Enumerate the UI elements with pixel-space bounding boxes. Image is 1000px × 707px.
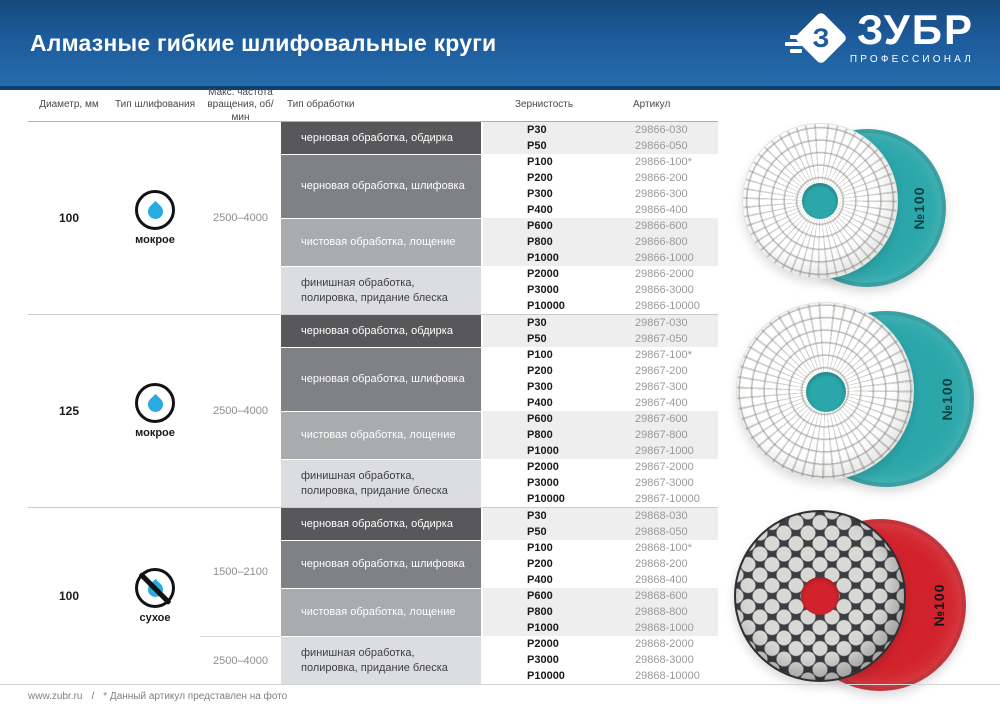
processing-type-label: финишная обработка, полировка, придание блеска <box>301 277 448 304</box>
article-number: 29866-600 <box>635 220 688 232</box>
grit-article-rows <box>483 636 718 684</box>
diameter-cell <box>28 315 110 507</box>
grit-article-row <box>483 218 718 234</box>
processing-type-cell <box>281 315 481 347</box>
grit-article-row <box>483 556 718 572</box>
processing-type-label: финишная обработка, полировка, придание блеска <box>301 470 448 497</box>
diameter-value: 125 <box>58 404 80 418</box>
product-group <box>28 507 718 684</box>
article-number: 29866-300 <box>635 188 688 200</box>
grit-value: P3000 <box>527 477 559 489</box>
processing-type-cell <box>281 266 481 314</box>
article-number: 29868-3000 <box>635 654 694 666</box>
column-header-article: Артикул <box>633 99 671 111</box>
processing-type-label: чистовая обработка, лощение <box>301 429 456 442</box>
grit-article-row <box>483 250 718 266</box>
processing-block <box>281 266 718 314</box>
grit-article-row <box>483 443 718 459</box>
grit-value: P600 <box>527 590 553 602</box>
grit-article-rows <box>483 347 718 411</box>
grit-value: P100 <box>527 156 553 168</box>
processing-type-cell <box>281 588 481 636</box>
grit-value: P100 <box>527 349 553 361</box>
group-right-columns <box>281 315 718 507</box>
grit-value: P200 <box>527 365 553 377</box>
grit-article-row <box>483 363 718 379</box>
grit-article-row <box>483 170 718 186</box>
grit-value: P2000 <box>527 638 559 650</box>
product-group <box>28 122 718 314</box>
grit-article-row <box>483 475 718 491</box>
processing-block <box>281 122 718 154</box>
product-photo-dry-100 <box>734 510 982 688</box>
grit-value: P10000 <box>527 300 565 312</box>
grit-value: P400 <box>527 397 553 409</box>
max-speed-value: 1500–2100 <box>212 566 269 578</box>
grit-value: P50 <box>527 333 547 345</box>
grit-article-row <box>483 636 718 652</box>
grit-value: P200 <box>527 558 553 570</box>
grinding-type-cell <box>110 508 200 684</box>
grit-article-row <box>483 524 718 540</box>
article-number: 29866-400 <box>635 204 688 216</box>
article-number: 29866-030 <box>635 124 688 136</box>
article-number: 29868-030 <box>635 510 688 522</box>
processing-block <box>281 636 718 684</box>
grit-article-row <box>483 282 718 298</box>
grit-value: P1000 <box>527 252 559 264</box>
grit-article-row <box>483 154 718 170</box>
article-number: 29866-10000 <box>635 300 700 312</box>
processing-type-label: чистовая обработка, лощение <box>301 606 456 619</box>
column-header-max-speed: Макс. частота вращения, об/мин <box>207 86 274 123</box>
center-hole <box>802 183 838 219</box>
article-number: 29867-200 <box>635 365 688 377</box>
grit-article-row <box>483 620 718 636</box>
grit-article-row <box>483 234 718 250</box>
group-left-columns <box>28 315 281 507</box>
grit-article-rows <box>483 315 718 347</box>
article-number: 29867-3000 <box>635 477 694 489</box>
grit-value: P1000 <box>527 622 559 634</box>
processing-block <box>281 459 718 507</box>
article-number: 29866-200 <box>635 172 688 184</box>
processing-type-cell <box>281 347 481 411</box>
grit-article-row <box>483 266 718 282</box>
processing-type-label: черновая обработка, обдирка <box>301 131 453 144</box>
group-right-columns <box>281 122 718 314</box>
grit-value: P30 <box>527 317 547 329</box>
grinding-type-label: мокрое <box>135 427 175 439</box>
grit-article-row <box>483 379 718 395</box>
product-table-body <box>28 122 718 684</box>
max-speed-cell <box>200 315 281 507</box>
grit-article-rows <box>483 411 718 459</box>
product-group <box>28 314 718 507</box>
grit-value: P800 <box>527 236 553 248</box>
grit-article-rows <box>483 508 718 540</box>
processing-type-cell <box>281 122 481 154</box>
grit-article-row <box>483 540 718 556</box>
processing-type-label: черновая обработка, обдирка <box>301 517 453 530</box>
article-number: 29866-3000 <box>635 284 694 296</box>
table-header-row <box>28 86 718 123</box>
page-header <box>0 0 1000 90</box>
grit-value: P50 <box>527 140 547 152</box>
processing-type-cell <box>281 636 481 684</box>
processing-block <box>281 154 718 218</box>
max-speed-cell <box>200 122 281 314</box>
logo-text <box>849 6 974 65</box>
article-number: 29868-400 <box>635 574 688 586</box>
water-drop-icon <box>135 190 175 230</box>
article-number: 29867-10000 <box>635 493 700 505</box>
grit-article-row <box>483 315 718 331</box>
processing-block <box>281 411 718 459</box>
processing-type-cell <box>281 508 481 540</box>
processing-block <box>281 540 718 588</box>
no-water-icon <box>135 568 175 608</box>
article-number: 29868-200 <box>635 558 688 570</box>
zubr-logo <box>784 6 974 76</box>
group-left-columns <box>28 122 281 314</box>
grit-value: P30 <box>527 124 547 136</box>
article-number: 29868-10000 <box>635 670 700 682</box>
product-photo-wet-100 <box>742 123 972 291</box>
water-drop-icon <box>135 383 175 423</box>
article-number: 29868-050 <box>635 526 688 538</box>
brand-name: ЗУБР <box>856 6 974 53</box>
logo-diamond-icon <box>794 11 848 65</box>
page-footer <box>0 684 1000 702</box>
grit-value: P300 <box>527 381 553 393</box>
grit-article-rows <box>483 218 718 266</box>
drop-shape-icon <box>144 393 165 414</box>
article-number: 29868-800 <box>635 606 688 618</box>
grinding-type-label: сухое <box>139 612 171 624</box>
grit-article-rows <box>483 459 718 507</box>
article-number: 29868-2000 <box>635 638 694 650</box>
grit-value: P10000 <box>527 670 565 682</box>
processing-block <box>281 588 718 636</box>
processing-block <box>281 218 718 266</box>
grinding-type-cell <box>110 315 200 507</box>
grinding-type-label: мокрое <box>135 234 175 246</box>
grit-article-row <box>483 491 718 507</box>
processing-type-cell <box>281 154 481 218</box>
grit-article-rows <box>483 588 718 636</box>
processing-type-label: чистовая обработка, лощение <box>301 236 456 249</box>
grit-value: P400 <box>527 574 553 586</box>
grit-value: P800 <box>527 606 553 618</box>
diameter-cell <box>28 122 110 314</box>
grit-value: P400 <box>527 204 553 216</box>
article-number: 29868-600 <box>635 590 688 602</box>
grit-value: P600 <box>527 413 553 425</box>
grit-article-row <box>483 411 718 427</box>
grit-article-row <box>483 122 718 138</box>
column-header-grit: Зернистость <box>514 99 574 111</box>
processing-type-label: черновая обработка, шлифовка <box>301 558 465 571</box>
processing-type-label: черновая обработка, шлифовка <box>301 180 465 193</box>
article-number: 29867-400 <box>635 397 688 409</box>
grit-value: P2000 <box>527 268 559 280</box>
grit-article-row <box>483 186 718 202</box>
article-number: 29866-100* <box>635 156 692 168</box>
max-speed-value: 2500–4000 <box>212 405 269 417</box>
processing-block <box>281 347 718 411</box>
processing-type-cell <box>281 459 481 507</box>
grinding-type-cell <box>110 122 200 314</box>
pad-size-label: №100 <box>939 377 955 421</box>
article-number: 29866-1000 <box>635 252 694 264</box>
site-url-link[interactable]: www.zubr.ru <box>28 691 83 702</box>
grit-article-row <box>483 202 718 218</box>
processing-type-label: финишная обработка, полировка, придание блеска <box>301 647 448 674</box>
grit-article-row <box>483 604 718 620</box>
processing-block <box>281 508 718 540</box>
grit-value: P800 <box>527 429 553 441</box>
processing-type-cell <box>281 540 481 588</box>
grit-value: P50 <box>527 526 547 538</box>
grit-value: P2000 <box>527 461 559 473</box>
grit-value: P600 <box>527 220 553 232</box>
group-right-columns <box>281 508 718 684</box>
logo-letter: З <box>812 22 830 53</box>
article-number: 29867-2000 <box>635 461 694 473</box>
processing-type-label: черновая обработка, обдирка <box>301 324 453 337</box>
diameter-value: 100 <box>58 211 80 225</box>
grit-article-row <box>483 668 718 684</box>
grit-article-rows <box>483 154 718 218</box>
processing-type-cell <box>281 218 481 266</box>
grit-article-row <box>483 508 718 524</box>
article-number: 29868-1000 <box>635 622 694 634</box>
grit-article-rows <box>483 122 718 154</box>
diameter-cell <box>28 508 110 684</box>
article-number: 29867-1000 <box>635 445 694 457</box>
article-number: 29866-050 <box>635 140 688 152</box>
article-number: 29866-2000 <box>635 268 694 280</box>
article-number: 29868-100* <box>635 542 692 554</box>
group-left-columns <box>28 508 281 684</box>
product-photos <box>728 90 1000 707</box>
diameter-value: 100 <box>58 589 80 603</box>
grit-value: P30 <box>527 510 547 522</box>
grit-value: P3000 <box>527 284 559 296</box>
center-hole <box>806 372 846 412</box>
grit-article-row <box>483 331 718 347</box>
brand-subtitle: ПРОФЕССИОНАЛ <box>849 53 974 65</box>
grit-article-row <box>483 459 718 475</box>
center-hole <box>801 577 839 615</box>
grit-article-rows <box>483 540 718 588</box>
grit-article-rows <box>483 266 718 314</box>
column-header-processing-type: Тип обработки <box>287 99 355 111</box>
processing-block <box>281 315 718 347</box>
grit-article-row <box>483 347 718 363</box>
footer-note: * Данный артикул представлен на фото <box>103 691 288 702</box>
article-number: 29867-800 <box>635 429 688 441</box>
pad-size-label: №100 <box>931 583 947 627</box>
grit-article-row <box>483 298 718 314</box>
footer-divider: / <box>91 691 95 702</box>
article-number: 29867-300 <box>635 381 688 393</box>
article-number: 29866-800 <box>635 236 688 248</box>
grit-article-row <box>483 427 718 443</box>
processing-type-label: черновая обработка, шлифовка <box>301 373 465 386</box>
article-number: 29867-030 <box>635 317 688 329</box>
grit-article-row <box>483 572 718 588</box>
pad-size-label: №100 <box>911 186 927 230</box>
grit-article-row <box>483 395 718 411</box>
zubr-logo-mark-icon <box>784 14 850 76</box>
grit-article-row <box>483 138 718 154</box>
grit-value: P300 <box>527 188 553 200</box>
grit-value: P1000 <box>527 445 559 457</box>
article-number: 29867-100* <box>635 349 692 361</box>
column-header-diameter: Диаметр, мм <box>39 99 99 111</box>
article-number: 29867-050 <box>635 333 688 345</box>
grit-value: P3000 <box>527 654 559 666</box>
article-number: 29867-600 <box>635 413 688 425</box>
grit-article-row <box>483 652 718 668</box>
grit-value: P10000 <box>527 493 565 505</box>
column-header-grinding-type: Тип шлифования <box>115 99 195 111</box>
max-speed-value: 2500–4000 <box>200 636 281 684</box>
page-title: Алмазные гибкие шлифовальные круги <box>30 30 497 56</box>
product-photo-wet-125 <box>736 302 988 484</box>
processing-type-cell <box>281 411 481 459</box>
max-speed-cell <box>200 508 281 684</box>
drop-shape-icon <box>144 200 165 221</box>
grit-value: P200 <box>527 172 553 184</box>
grit-article-row <box>483 588 718 604</box>
max-speed-value: 2500–4000 <box>212 212 269 224</box>
grit-value: P100 <box>527 542 553 554</box>
prohibition-bar-icon <box>138 572 171 605</box>
